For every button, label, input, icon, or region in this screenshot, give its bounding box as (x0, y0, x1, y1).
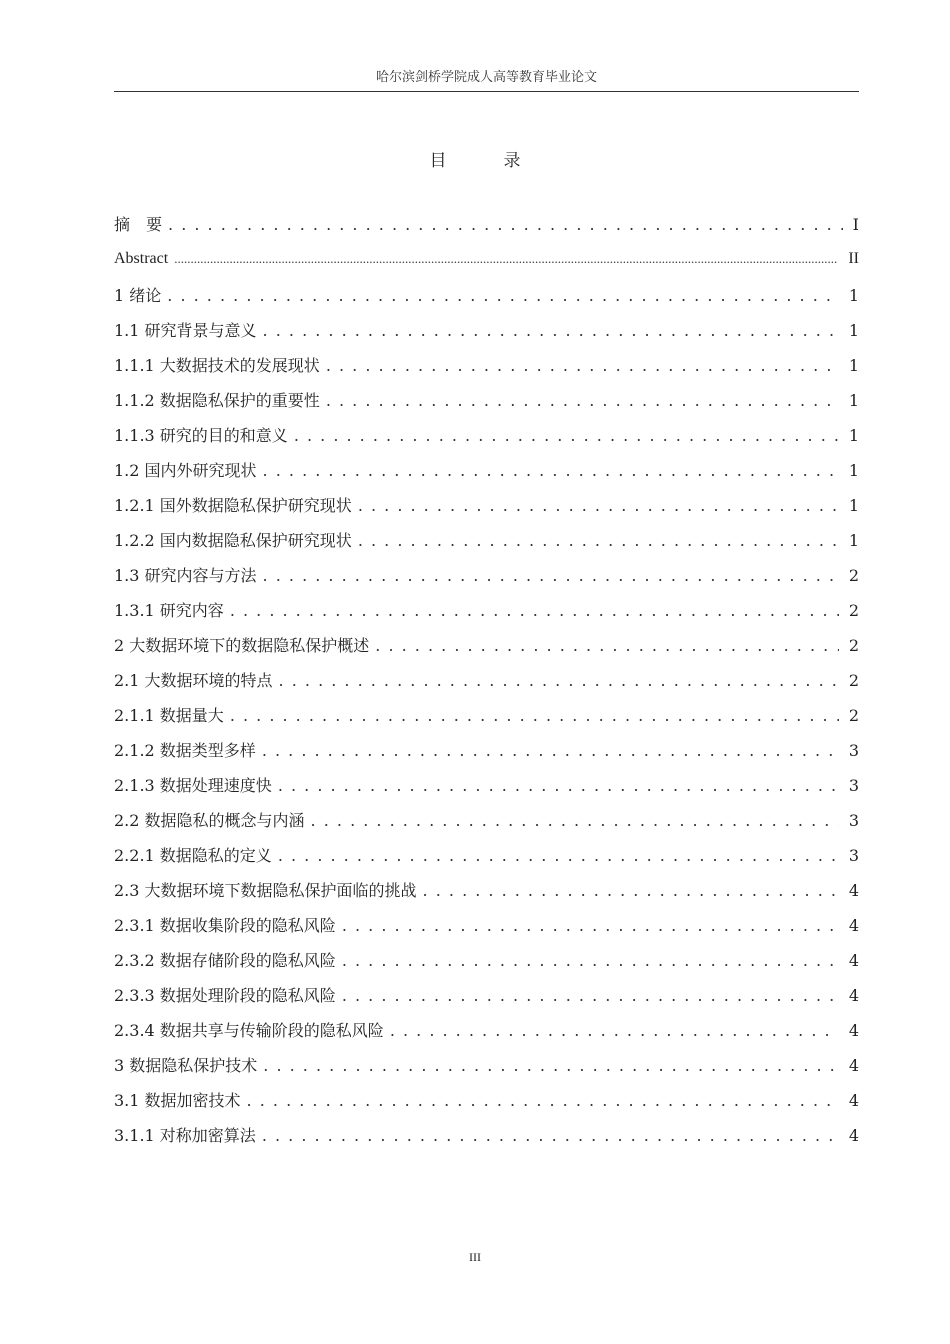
toc-entry-label: 2.3 大数据环境下数据隐私保护面临的挑战 (114, 881, 417, 900)
toc-entry-label: 摘 要 (114, 215, 163, 234)
toc-entry[interactable] (114, 1123, 859, 1158)
toc-entry-label: 3 数据隐私保护技术 (114, 1056, 258, 1075)
dot-leader (263, 461, 839, 480)
dot-leader (230, 706, 839, 725)
toc-entry-page: II (848, 250, 859, 267)
toc-entry[interactable] (114, 1018, 859, 1053)
toc-entry-page: 4 (848, 951, 859, 970)
toc-entry-page: 1 (848, 321, 859, 340)
toc-entry-label: 3.1 数据加密技术 (114, 1091, 241, 1110)
toc-title: 目 录 (429, 151, 541, 171)
toc-entry[interactable] (114, 493, 859, 528)
toc-entry[interactable] (114, 458, 859, 493)
toc-entry-page: 1 (848, 496, 859, 515)
dot-leader (167, 286, 839, 305)
toc-entry-label: 2.2 数据隐私的概念与内涵 (114, 811, 305, 830)
dot-leader (326, 356, 839, 375)
dot-leader (247, 1091, 839, 1110)
dot-leader (390, 1021, 839, 1040)
toc-entry[interactable] (114, 843, 859, 878)
dot-leader (174, 250, 838, 268)
dot-leader (326, 391, 839, 410)
toc-entry-page: I (852, 215, 859, 234)
toc-entry-label: 2 大数据环境下的数据隐私保护概述 (114, 636, 370, 655)
toc-entry-label: 1.2.2 国内数据隐私保护研究现状 (114, 531, 352, 550)
toc-entry[interactable] (114, 423, 859, 458)
toc-entry-page: 4 (848, 986, 859, 1005)
toc-entry-label: 1.1 研究背景与意义 (114, 321, 257, 340)
toc-entry-label: 2.3.4 数据共享与传输阶段的隐私风险 (114, 1021, 384, 1040)
dot-leader (263, 321, 839, 340)
toc-entry-page: 4 (848, 1056, 859, 1075)
toc-entry[interactable] (114, 388, 859, 423)
toc-entry-label: 2.3.1 数据收集阶段的隐私风险 (114, 916, 336, 935)
dot-leader (263, 1056, 839, 1075)
toc-entry[interactable] (114, 353, 859, 388)
toc-entry-page: 3 (848, 741, 859, 760)
toc-entry-page: 4 (848, 1091, 859, 1110)
toc-entry-label: 1.1.1 大数据技术的发展现状 (114, 356, 320, 375)
toc-entry-label: 2.1 大数据环境的特点 (114, 671, 273, 690)
dot-leader (342, 986, 839, 1005)
toc-entry-label: 2.1.2 数据类型多样 (114, 741, 256, 760)
toc-entry-label: 1.3.1 研究内容 (114, 601, 224, 620)
toc-entry[interactable] (114, 703, 859, 738)
toc-entry-label: 1.2.1 国外数据隐私保护研究现状 (114, 496, 352, 515)
dot-leader (230, 601, 839, 620)
toc-entry[interactable] (114, 738, 859, 773)
toc-entry-label: 1.3 研究内容与方法 (114, 566, 257, 585)
toc-entry-page: 2 (848, 636, 859, 655)
toc-entry-label: 1.2 国内外研究现状 (114, 461, 257, 480)
toc-entry[interactable] (114, 1088, 859, 1123)
toc-entry[interactable] (114, 250, 859, 283)
toc-entry-page: 4 (848, 881, 859, 900)
toc-entry-page: 1 (848, 286, 859, 305)
toc-entry-label: Abstract (114, 250, 169, 267)
toc-entry-page: 2 (848, 706, 859, 725)
toc-entry-label: 2.3.2 数据存储阶段的隐私风险 (114, 951, 336, 970)
toc-entry[interactable] (114, 773, 859, 808)
toc-entry[interactable] (114, 528, 859, 563)
dot-leader (263, 566, 839, 585)
toc-entry[interactable] (114, 913, 859, 948)
toc-entry-page: 2 (848, 601, 859, 620)
toc-entry[interactable] (114, 563, 859, 598)
toc-entry[interactable] (114, 878, 859, 913)
toc-entry-page: 4 (848, 1021, 859, 1040)
toc-entry[interactable] (114, 212, 859, 250)
toc-entry-label: 2.3.3 数据处理阶段的隐私风险 (114, 986, 336, 1005)
toc-entry[interactable] (114, 1053, 859, 1088)
toc-entry[interactable] (114, 948, 859, 983)
page-header: 哈尔滨剑桥学院成人高等教育毕业论文 (114, 66, 859, 92)
dot-leader (342, 916, 839, 935)
toc-entry-page: 1 (848, 426, 859, 445)
table-of-contents (114, 212, 859, 1158)
dot-leader (358, 531, 839, 550)
page-number: III (469, 1250, 481, 1264)
dot-leader (294, 426, 839, 445)
dot-leader (311, 811, 839, 830)
toc-entry[interactable] (114, 983, 859, 1018)
dot-leader (262, 1126, 839, 1145)
dot-leader (375, 636, 839, 655)
toc-entry-label: 2.1.3 数据处理速度快 (114, 776, 272, 795)
toc-entry[interactable] (114, 598, 859, 633)
toc-entry-page: 1 (848, 356, 859, 375)
dot-leader (262, 741, 839, 760)
toc-entry[interactable] (114, 633, 859, 668)
dot-leader (279, 671, 839, 690)
toc-entry[interactable] (114, 808, 859, 843)
toc-entry-page: 2 (848, 671, 859, 690)
dot-leader (342, 951, 839, 970)
toc-entry-page: 1 (848, 461, 859, 480)
toc-entry-label: 3.1.1 对称加密算法 (114, 1126, 256, 1145)
dot-leader (278, 846, 839, 865)
toc-entry-page: 1 (848, 531, 859, 550)
toc-entry-label: 2.2.1 数据隐私的定义 (114, 846, 272, 865)
toc-entry-label: 1 绪论 (114, 286, 162, 305)
toc-entry-page: 3 (848, 776, 859, 795)
toc-entry-page: 2 (848, 566, 859, 585)
toc-entry[interactable] (114, 318, 859, 353)
toc-entry-label: 1.1.2 数据隐私保护的重要性 (114, 391, 320, 410)
toc-entry[interactable] (114, 668, 859, 703)
dot-leader (278, 776, 839, 795)
toc-entry-page: 3 (848, 811, 859, 830)
dot-leader (423, 881, 839, 900)
toc-entry-page: 3 (848, 846, 859, 865)
dot-leader (358, 496, 839, 515)
toc-entry-label: 2.1.1 数据量大 (114, 706, 224, 725)
toc-entry-label: 1.1.3 研究的目的和意义 (114, 426, 288, 445)
toc-entry[interactable] (114, 283, 859, 318)
toc-entry-page: 1 (848, 391, 859, 410)
dot-leader (168, 215, 843, 234)
toc-entry-page: 4 (848, 916, 859, 935)
toc-entry-page: 4 (848, 1126, 859, 1145)
